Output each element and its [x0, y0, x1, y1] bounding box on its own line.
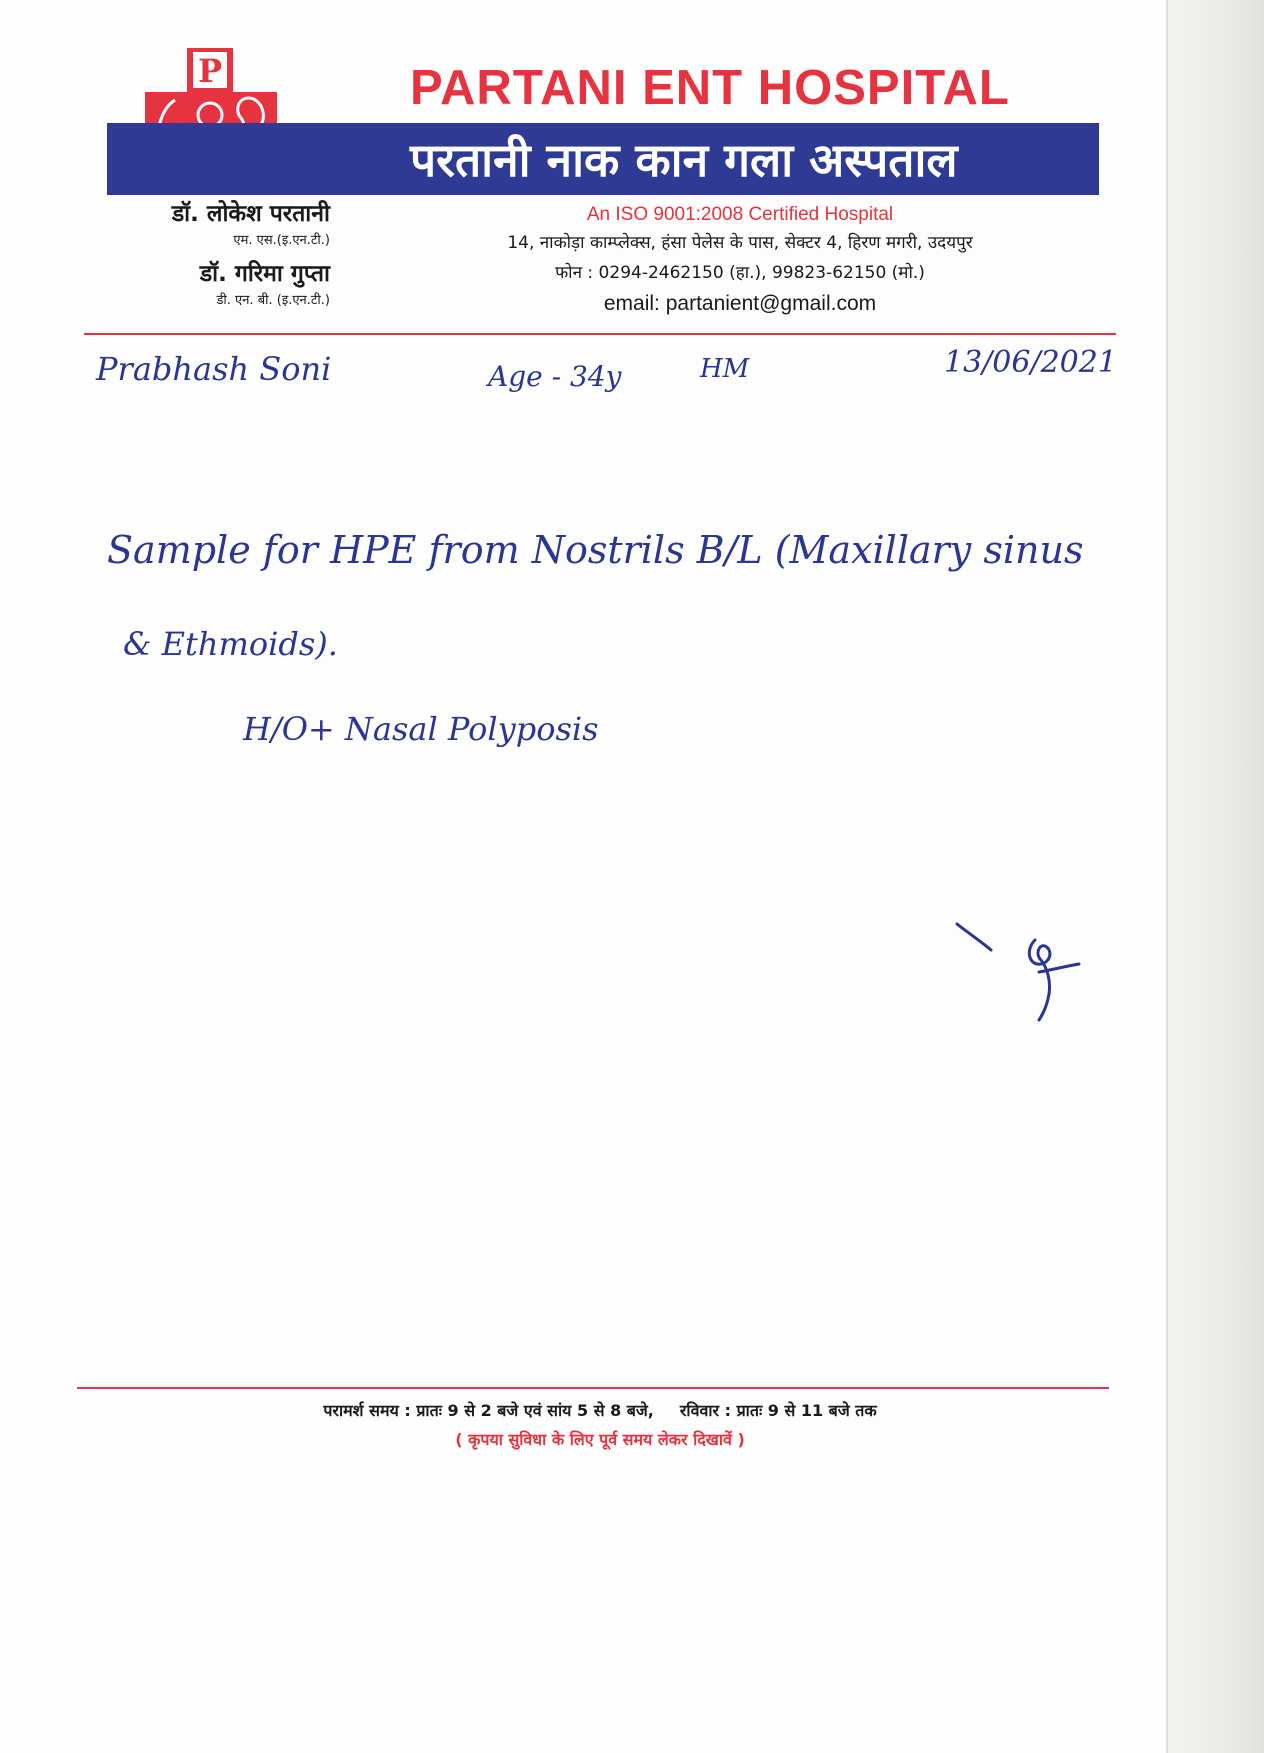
header-divider [84, 333, 1116, 335]
appointment-notice: ( कृपया सुविधा के लिए पूर्व समय लेकर दिखावें ) [455, 1430, 745, 1449]
email-address: email: partanient@gmail.com [603, 292, 877, 315]
consultation-timing [120, 1396, 1080, 1426]
note-line: Sample for HPE from Nostrils B/L (Maxillary sinus [107, 528, 1084, 572]
doctor-qualification: डी. एन. बी. (इ.एन.टी.) [216, 293, 330, 308]
doctor-name: डॉ. गरिमा गुप्ता [199, 261, 330, 287]
note-line: H/O+ Nasal Polyposis [243, 710, 599, 748]
patient-name: Prabhash Soni [96, 350, 332, 388]
iso-certification: An ISO 9001:2008 Certified Hospital [586, 204, 894, 225]
footer-divider [77, 1387, 1109, 1389]
address: 14, नाकोड़ा काम्प्लेक्स, हंसा पेलेस के पास, सेक्टर 4, हिरण मगरी, उदयपुर [507, 233, 973, 253]
signature-icon [955, 910, 1105, 1030]
doctors-block [80, 198, 330, 318]
footer [120, 1396, 1080, 1454]
background-sheet-edge [1168, 0, 1264, 1753]
contact-block [400, 202, 1080, 320]
patient-sex: HM [700, 354, 750, 384]
hospital-name-hindi: परतानी नाक कान गला अस्पताल [410, 133, 958, 187]
sunday-timing: रविवार : प्रातः 9 से 11 बजे तक [679, 1401, 877, 1420]
weekday-timing: परामर्श समय : प्रातः 9 से 2 बजे एवं सांय 5 से 8 बजे, [323, 1401, 654, 1420]
phone-numbers: फोन : 0294-2462150 (हा.), 99823-62150 (मो.) [555, 263, 925, 283]
note-line: & Ethmoids). [123, 625, 338, 663]
doctor-name: डॉ. लोकेश परतानी [171, 201, 330, 227]
hospital-name: PARTANI ENT HOSPITAL [410, 61, 1010, 115]
doctor-qualification: एम. एस.(इ.एन.टी.) [233, 233, 330, 248]
logo-letter: P [197, 52, 223, 90]
note-date: 13/06/2021 [944, 345, 1117, 380]
patient-age: Age - 34y [488, 360, 622, 393]
